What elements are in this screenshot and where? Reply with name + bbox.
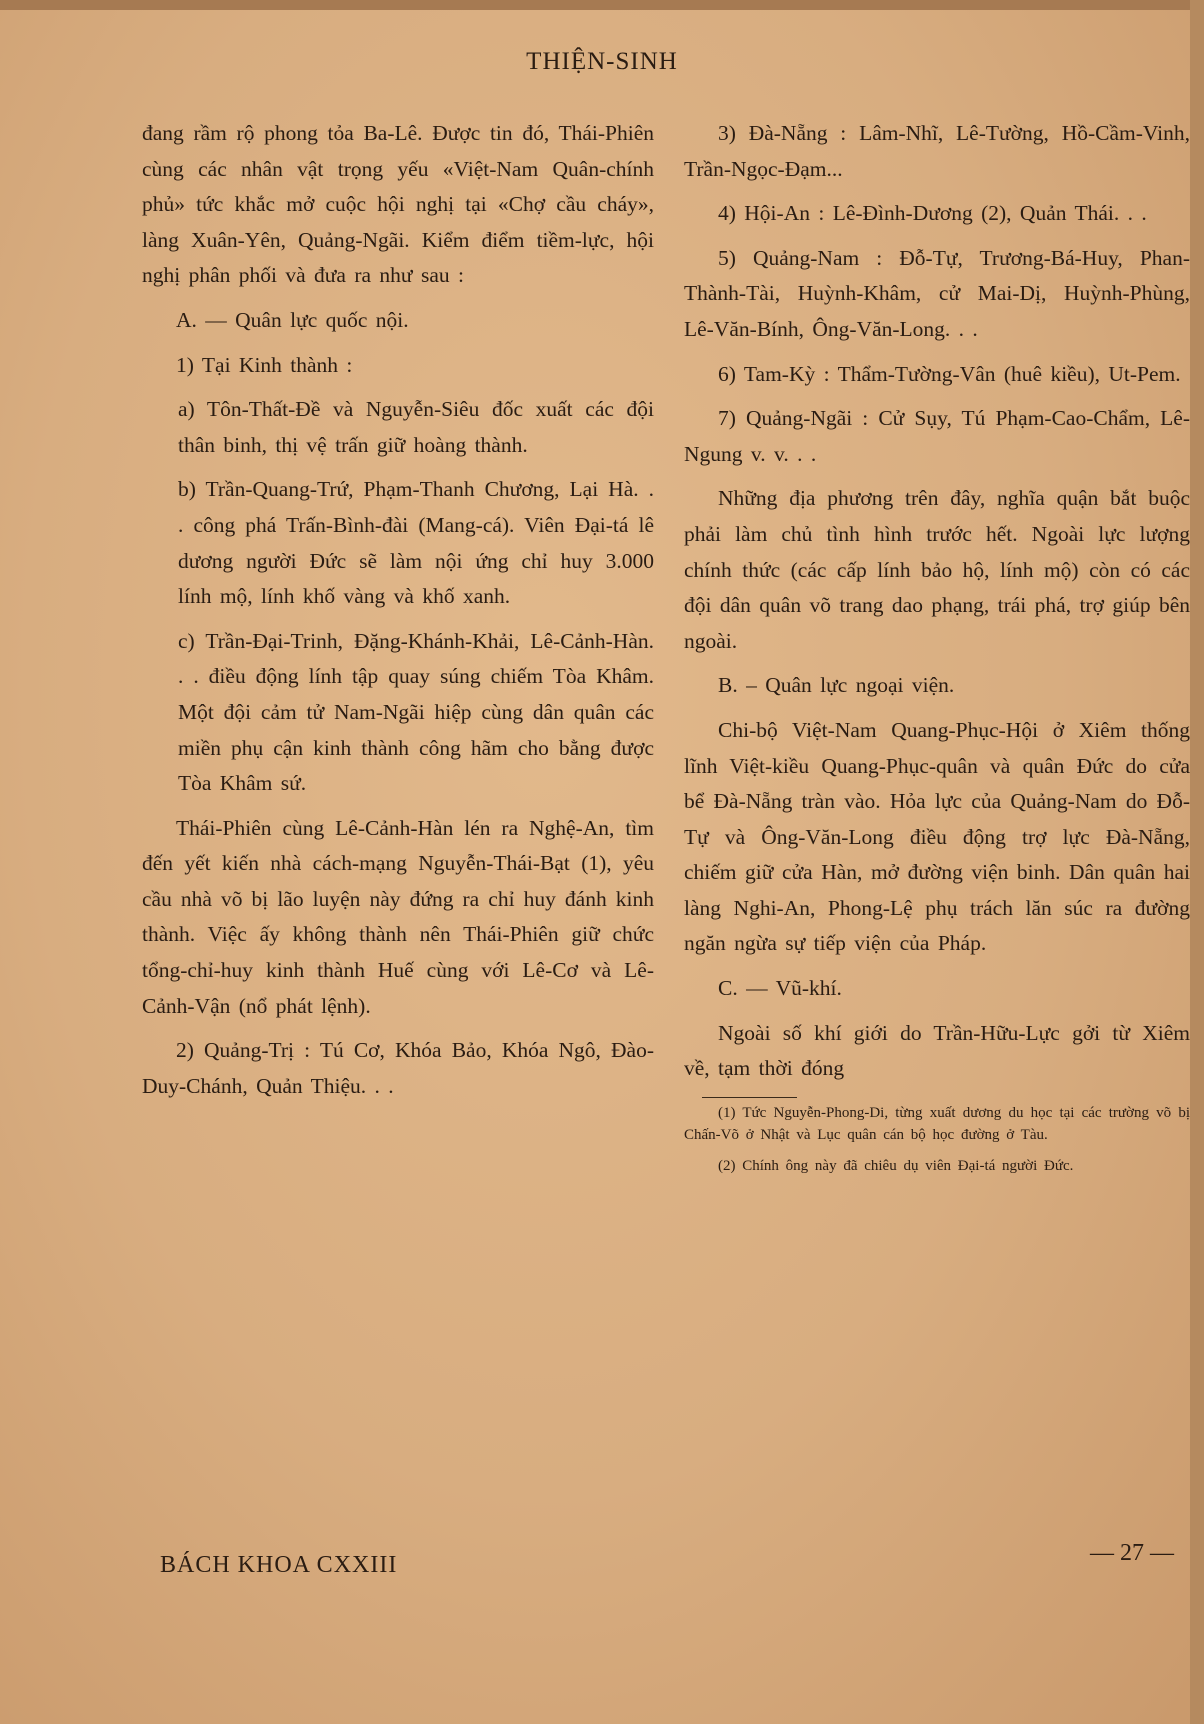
paragraph-thai-phien: Thái-Phiên cùng Lê-Cảnh-Hàn lén ra Nghệ-An, tìm đến yết kiến nhà cách-mạng Nguyễn-Thái-Bạt (1), yêu cầu nhà võ bị lão luyện này đứng ra chỉ huy đánh kinh thành. Việc ấy không thành nên Thái-Phiên giữ chức tổng-chỉ-huy kinh thành Huế cùng với Lê-Cơ và Lê-Cảnh-Vận (nổ phát lệnh). <box>142 815 654 1018</box>
item-quang-nam: 5) Quảng-Nam : Đỗ-Tự, Trương-Bá-Huy, Phan-Thành-Tài, Huỳnh-Khâm, cử Mai-Dị, Huỳnh-Phùng, Lê-Văn-Bính, Ông-Văn-Long. . . <box>684 245 1190 341</box>
running-header: THIỆN-SINH <box>526 48 678 75</box>
item-c: c) Trần-Đại-Trinh, Đặng-Khánh-Khải, Lê-Cảnh-Hàn. . . điều động lính tập quay súng chiếm Tòa Khâm. Một đội cảm tử Nam-Ngãi hiệp cùng dân quân các miền phụ cận kinh thành công hãm cho bằng được Tòa Khâm sứ. <box>178 628 654 796</box>
item-a: a) Tôn-Thất-Đề và Nguyễn-Siêu đốc xuất các đội thân binh, thị vệ trấn giữ hoàng thành. <box>178 397 654 457</box>
footnote-1: (1) Tức Nguyễn-Phong-Di, từng xuất dương du học tại các trường võ bị Chấn-Võ ở Nhật và Lục quân cán bộ học đường ở Tàu. <box>684 1104 1190 1143</box>
right-column <box>684 116 1190 1186</box>
section-heading-b: B. – Quân lực ngoại viện. <box>718 673 955 698</box>
paragraph-dia-phuong: Những địa phương trên đây, nghĩa quận bắt buộc phải làm chủ tình hình trước hết. Ngoài lực lượng chính thức (các cấp lính bảo hộ, lính mộ) còn có các đội dân quân võ trang dao phạng, trái phá, trợ giúp bên ngoài. <box>684 486 1190 653</box>
left-column <box>142 116 654 1113</box>
subheading-kinh-thanh: 1) Tại Kinh thành : <box>176 352 353 377</box>
paragraph-continued: đang rầm rộ phong tỏa Ba-Lê. Được tin đó, Thái-Phiên cùng các nhân vật trọng yếu «Việt-Nam Quân-chính phủ» tức khắc mở cuộc hội nghị tại «Chợ cầu cháy», làng Xuân-Yên, Quảng-Ngãi. Kiểm điểm tiềm-lực, hội nghị phân phối và đưa ra như sau : <box>142 121 654 288</box>
item-quang-ngai: 7) Quảng-Ngãi : Cử Sụy, Tú Phạm-Cao-Chẩm, Lê-Ngung v. v. . . <box>684 406 1190 466</box>
journal-footer: BÁCH KHOA CXXIII <box>160 1552 398 1578</box>
item-b: b) Trần-Quang-Trứ, Phạm-Thanh Chương, Lại Hà. . . công phá Trấn-Bình-đài (Mang-cá). Viên Đại-tá lê dương người Đức sẽ làm nội ứng chỉ huy 3.000 lính mộ, lính khố vàng và khố xanh. <box>178 477 654 609</box>
item-quang-tri: 2) Quảng-Trị : Tú Cơ, Khóa Bảo, Khóa Ngô, Đào-Duy-Chánh, Quản Thiệu. . . <box>142 1038 654 1098</box>
footnote-2: (2) Chính ông này đã chiêu dụ viên Đại-tá người Đức. <box>718 1157 1074 1174</box>
paragraph-chi-bo: Chi-bộ Việt-Nam Quang-Phục-Hội ở Xiêm thống lĩnh Việt-kiều Quang-Phục-quân và quân Đức do cửa bể Đà-Nẵng tràn vào. Hỏa lực của Quảng-Nam do Đỗ-Tự và Ông-Văn-Long điều động trợ lực Đà-Nẵng, chiếm giữ cửa Hàn, mở đường viện binh. Dân quân hai làng Nghi-An, Phong-Lệ phụ trách lăn súc ra đường ngăn ngừa sự tiếp viện của Pháp. <box>684 717 1190 956</box>
section-heading-c: C. — Vũ-khí. <box>718 976 842 1001</box>
item-hoi-an: 4) Hội-An : Lê-Đình-Dương (2), Quản Thái. . . <box>718 201 1147 226</box>
page-top-edge <box>0 0 1204 10</box>
paragraph-vu-khi: Ngoài số khí giới do Trần-Hữu-Lực gởi từ Xiêm về, tạm thời đóng <box>684 1020 1190 1081</box>
footnote-divider <box>702 1097 797 1098</box>
section-heading-a: A. — Quân lực quốc nội. <box>176 307 409 332</box>
page-number: — 27 — <box>1090 1540 1174 1566</box>
item-tam-ky: 6) Tam-Kỳ : Thẩm-Tường-Vân (huê kiều), Ut-Pem. <box>718 361 1181 386</box>
page-right-edge <box>1190 0 1204 1724</box>
item-da-nang: 3) Đà-Nẵng : Lâm-Nhĩ, Lê-Tường, Hồ-Cầm-Vinh, Trần-Ngọc-Đạm... <box>684 121 1190 181</box>
